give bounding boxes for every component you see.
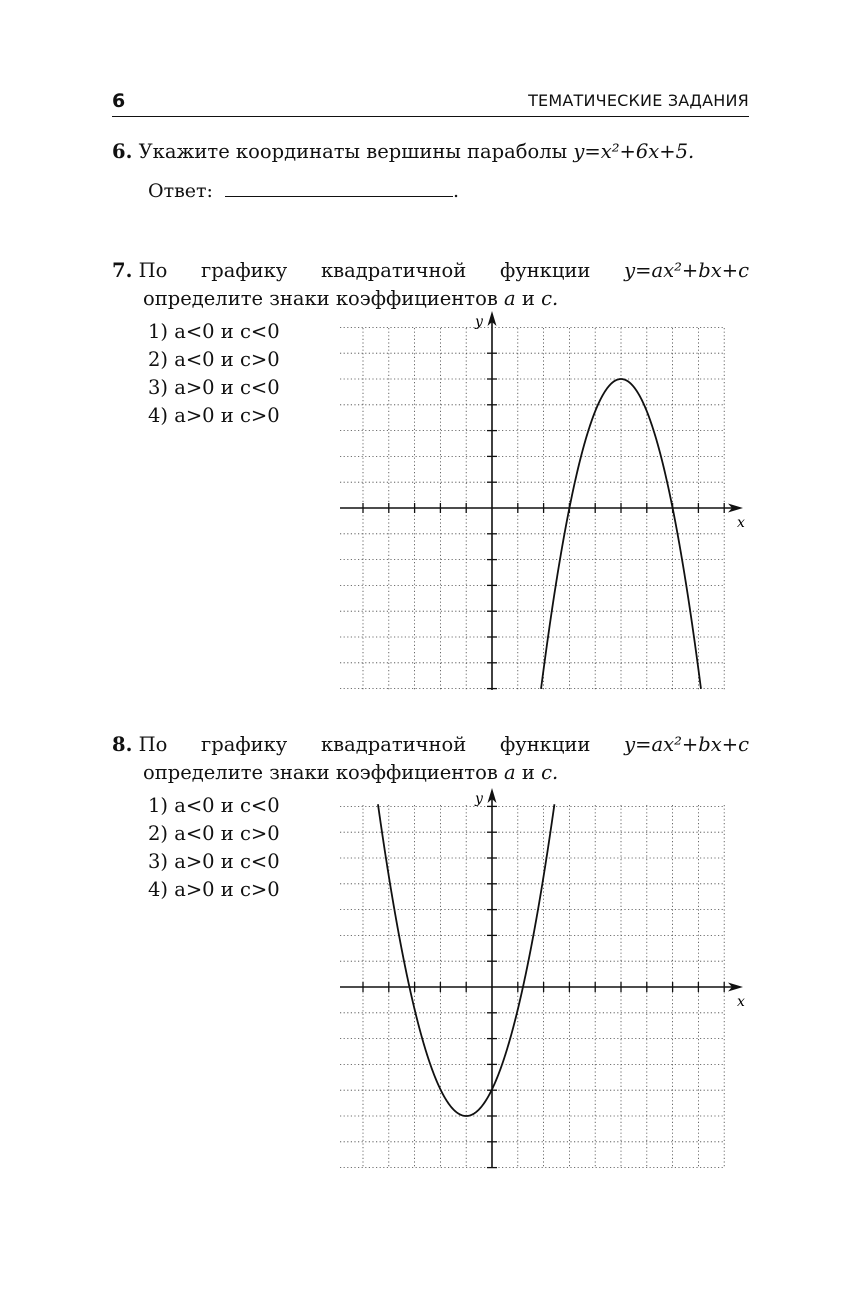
word: функции: [499, 259, 591, 282]
option-4[interactable]: 4) a>0 и c>0: [148, 404, 280, 427]
task-number: 8.: [112, 733, 133, 756]
task-8-options: [148, 792, 280, 904]
option-1[interactable]: 1) a<0 и c<0: [148, 320, 280, 343]
word: графику: [201, 733, 288, 756]
conj: и: [521, 287, 535, 310]
option-3[interactable]: 3) a>0 и c<0: [148, 376, 280, 399]
answer-blank[interactable]: [225, 178, 453, 197]
answer-end: .: [452, 180, 459, 202]
y-axis-label: y: [475, 314, 483, 330]
task-number: 7.: [112, 259, 133, 282]
answer-row: [148, 178, 459, 202]
option-3[interactable]: 3) a>0 и c<0: [148, 850, 280, 873]
word: функции: [499, 733, 591, 756]
word: квадратичной: [320, 259, 467, 282]
task-6-question: [112, 140, 694, 163]
task-text: Укажите координаты вершины параболы: [138, 140, 568, 163]
task-formula: y=ax²+bx+c: [624, 259, 749, 282]
word: графику: [201, 259, 288, 282]
coef-c: c.: [541, 287, 559, 310]
x-axis-label: x: [737, 994, 745, 1010]
task-formula: y=x²+6x+5.: [573, 140, 695, 163]
option-2[interactable]: 2) a<0 и c>0: [148, 822, 280, 845]
page-header: [112, 88, 749, 117]
task-7-question-line1: [112, 259, 749, 282]
option-1[interactable]: 1) a<0 и c<0: [148, 794, 280, 817]
task-7-options: [148, 318, 280, 430]
y-axis-label: y: [475, 791, 483, 807]
parabola-graph-task-8: [330, 791, 760, 1180]
word: квадратичной: [320, 733, 467, 756]
task-8-question-line1: [112, 733, 749, 756]
option-4[interactable]: 4) a>0 и c>0: [148, 878, 280, 901]
answer-label: Ответ:: [148, 180, 213, 202]
page-number: 6: [112, 90, 126, 112]
task-formula: y=ax²+bx+c: [624, 733, 749, 756]
coef-c: c.: [541, 761, 559, 784]
task-number: 6.: [112, 140, 133, 163]
word: По: [138, 733, 168, 756]
parabola-graph-task-7: [330, 314, 760, 700]
option-2[interactable]: 2) a<0 и c>0: [148, 348, 280, 371]
conj: и: [521, 761, 535, 784]
section-title: ТЕМАТИЧЕСКИЕ ЗАДАНИЯ: [528, 91, 749, 110]
word: По: [138, 259, 168, 282]
question-text: определите знаки коэффициентов: [143, 287, 498, 310]
task-8-question-line2: [143, 761, 558, 784]
coef-a: a: [504, 761, 516, 784]
x-axis-label: x: [737, 515, 745, 531]
question-text: определите знаки коэффициентов: [143, 761, 498, 784]
coef-a: a: [504, 287, 516, 310]
task-7-question-line2: [143, 287, 558, 310]
